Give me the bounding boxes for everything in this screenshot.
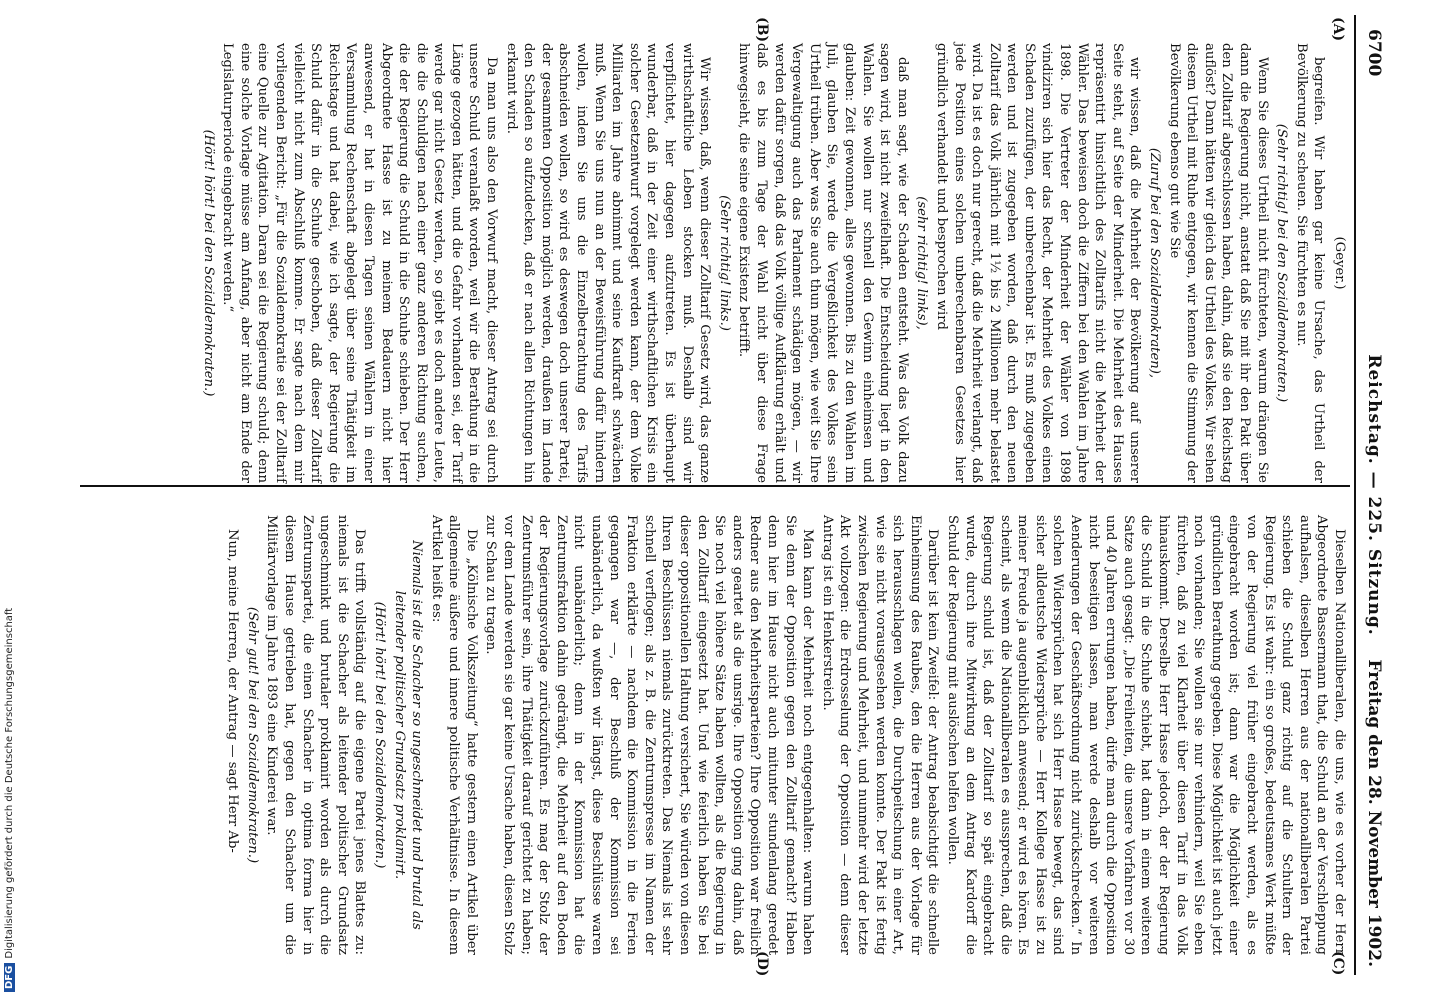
interjection: (sehr richtig! links), — [914, 196, 930, 330]
page-title: Reichstag. — 225. Sitzung. — [1364, 354, 1384, 636]
rotated-document-page — [60, 15, 1390, 975]
page-date: Freitag den 28. November 1902. — [1364, 659, 1384, 967]
page-number: 6700 — [1364, 29, 1384, 77]
margin-marker-c: (C) — [1330, 951, 1346, 976]
interjection: (Sehr richtig! links.) — [716, 195, 732, 331]
paragraph: Das trifft vollständig auf die eigene Partei jenes Blattes zu: niemals ist die Schacher als leitender politischer Grundsatz ungeschminkt und brutaler proklamirt worden als durch die Zentrumspartei, die einen Schacher in optima forma hier in diesem Hause getrieben hat, gegen den Schacher um die Militärvorlage im Jahre 1893 eine Kinderei war. — [264, 515, 368, 955]
paragraph: Man kann der Mehrheit noch entgegenhalten: warum haben Sie denn der Opposition gegen den Zolltarif gemacht? Haben denn hier im Hause nicht auch mitunter stundenlang geredet Redner aus den Mehrheitsparteien? Ihre Opposition war freilich anders geartet als die unsrige. Ihre Opposition ging dahin, daß Sie noch viel höhere Sätze haben wollten, als die Regierung in den Zolltarif eingesetzt hat. Und wie feierlich haben Sie bei dieser oppositionellen Haltung versichert, Sie würden von diesen Ihren Beschlüssen niemals zurücktreten. Das Niemals ist sehr schnell verflogen; als z. B. die Zentrumspresse im Namen der Fraktion erklärte — nachdem die Kommission in die Ferien gegangen war —, der Beschluß der Kommission sei unabänderlich, da wußten wir längst, diese Beschlüsse waren nicht unabänderlich; denn in der Kommission hat die Zentrumsfraktion dahin gedrängt, die Mehrheit auf den Boden der Regierungsvorlage zurückzuführen. Es mag der Stolz der Zentrumsführer sein, ihre Thätigkeit darauf gerichtet zu haben; vor dem Lande werden sie gar keine Ursache haben, diesen Stolz zur Schau zu tragen. — [483, 515, 816, 955]
digitization-credit — [4, 0, 15, 992]
paragraph: Darüber ist kein Zweifel: der Antrag beabsichtigt die schnelle Einheimsung des Raubes, den die Herren aus der Vorlage für sich herausschlagen wollen, die Durchpeitschung in einer Art, wie sie nicht vorausgesehen werden konnte. Der Pakt ist fertig zwischen Regierung und Mehrheit, und nunmehr wird der letzte Akt vollzogen: die Erdrosselung der Opposition — denn dieser Antrag ist ein Henkerstreich. — [819, 515, 941, 955]
interjection: (Sehr gut! bei den Sozialdemokraten.) — [244, 606, 260, 864]
paragraph: daß man sagt, wie der Schaden entsteht. Was das Volk dazu sagen wird, ist nicht zweifelhaft. Die Entscheidung liegt in den Wahlen. Sie wollen nur schnell den Gewinn einheimsen und glauben: Zeit gewonnen, alles gewonnen. Bis zu den Wahlen im Juli, glauben Sie, werde die Vergeßlichkeit des Volkes sein Urtheil trüben. Aber was Sie auch thun mögen, wie weit Sie Ihre Vergewaltigung auch das Parlament schädigen mögen, — wir werden dafür sorgen, daß das Volk völlige Aufklärung erhält und daß es bis zum Tage der Wahl nicht über diese Frage hinwegsieht, die seine eigene Existenz betrifft. — [736, 43, 910, 483]
margin-marker-b: (B) — [754, 17, 770, 43]
paragraph: Wir wissen, daß, wenn dieser Zolltarif Gesetz wird, das ganze wirthschaftliche Leben stocken muß. Deshalb sind wir verpflichtet, hier dagegen aufzutreten. Es ist überhaupt wunderbar, daß in der Zeit einer wirthschaftlichen Krisis ein solcher Gesetzentwurf vorgelegt werden kann, der dem Volke Milliarden im Jahre abnimmt und seine Kaufkraft schwächen muß. Wenn Sie uns nun an der Beweisführung dafür hindern wollen, indem Sie uns die Einzelbetrachtung des Tarifs abschneiden wollen, so wird es deswegen doch unserer Partei, der gesammten Opposition möglich werden, draußen im Lande den Schaden so aufzudecken, daß er nach allen Richtungen hin erkannt wird. — [503, 43, 713, 483]
paragraph: Da man uns also den Vorwurf macht, dieser Antrag sei durch unsere Schuld veranlaßt worden, weil wir die Berathung in die Länge gezogen hätten, und die Gefahr vorhanden sei, der Tarif werde gar nicht Gesetz werden, so giebt es doch andere Leute, die die Schuldigen nach einer ganz anderen Richtung suchen, die der Regierung die Schuld in die Schuhe schieben. Der Herr Abgeordnete Hasse ist zu meinem Bedauern nicht hier anwesend, er hat in diesen Tagen seinen Wählern in einer Versammlung Rechenschaft abgelegt über seine Thätigkeit im Reichstage und hat dabei, wie ich sagte, der Regierung die Schuld dafür in die Schuhe geschoben, daß dieser Zolltarif vielleicht nicht zum Abschluß komme. Er sagte nach dem mir vorliegenden Bericht: „Für die Sozialdemokratie sei der Zolltarif eine Quelle zur Agitation. Daran sei die Regierung schuld; denn eine solche Vorlage müsse am Anfang, aber nicht am Ende der Legislaturperiode eingebracht werden.“ — [220, 43, 500, 483]
margin-marker-d: (D) — [754, 951, 770, 977]
paragraph: Nun, meine Herren, der Antrag — sagt Herr Ab- — [225, 529, 241, 853]
interjection: (Zuruf bei den Sozialdemokraten), — [1147, 147, 1163, 379]
digitization-credit-text: Digitalisierung gefördert durch die Deutsche Forschungsgemeinschaft — [4, 607, 15, 959]
interjection: (Hört! hört! bei den Sozialdemokraten.) — [200, 129, 216, 397]
page-header — [1354, 15, 1390, 975]
paragraph: wir wissen, daß die Mehrheit der Bevölkerung auf unserer Seite steht, auf Seite der Minderheit. Die Mehrheit des Hauses repräsentirt hinsichtlich des Zolltarifs nicht die Mehrheit der Wähler. Das beweisen doch die Ziffern bei den Wahlen im Jahre 1898. Die Vertreter der Minderheit der Wähler von 1898 vindiziren sich hier das Recht, der Mehrheit des Volkes einen Schaden zuzufügen, der unberechenbar ist. Es muß zugegeben werden und ist zugegeben worden, daß durch den neuen Zolltarif das Volk jährlich mit 1½ bis 2 Millionen mehr belastet wird. Da ist es doch nur gerecht, daß die Mehrheit verlangt, daß jede Position eines solchen unberechenbaren Gesetzes hier gründlich verhandelt und besprochen wird — [933, 43, 1143, 483]
margin-marker-a: (A) — [1330, 17, 1346, 42]
dfg-logo: DFG — [4, 963, 15, 992]
column-divider — [80, 485, 1350, 487]
speaker-label: (Geyer.) — [1332, 236, 1347, 290]
right-column — [222, 515, 1348, 955]
quotation: Niemals ist die Schacher so ungeschmeidet und brutal als leitender politischer Grundsatz proklamirt. — [391, 540, 425, 930]
interjection: (Sehr richtig! bei den Sozialdemokraten.) — [1274, 123, 1290, 403]
paragraph: Die „Kölnische Volkszeitung“ hatte gestern einen Artikel über allgemeine äußere und innere politische Verhältnisse. In diesem Artikel heißt es: — [428, 515, 479, 955]
left-column — [197, 43, 1348, 483]
paragraph: Wenn Sie dieses Urtheil nicht fürchteten, warum drängen Sie dann die Regierung nicht, anstatt daß Sie mit ihr den Pakt über den Zolltarif abgeschlossen haben, dahin, daß sie den Reichstag auflöst? Dann hätten wir gleich das Urtheil des Volkes. Wir sehen diesem Urtheil mit Ruhe entgegen, wir kennen die Stimmung der Bevölkerung ebenso gut wie Sie — [1166, 43, 1270, 483]
paragraph: begreifen. Wir haben gar keine Ursache, das Urtheil der Bevölkerung zu scheuen. Sie fürchten es nur. — [1293, 43, 1327, 483]
interjection: (Hört! hört! bei den Sozialdemokraten.) — [371, 601, 387, 869]
paragraph: Dieselben Nationalliberalen, die uns, wie es vorher der Herr Abgeordnete Bassermann that, die Schuld an der Verschleppung aufhalsen, dieselben Herren aus der nationalliberalen Partei schieben die Schuld ganz richtig auf die Schultern der Regierung. Es ist wahr: ein so großes, bedeutsames Werk müßte von der Regierung viel früher eingebracht werden, als es eingebracht worden ist; dann war die Möglichkeit einer gründlichen Berathung gegeben. Diese Möglichkeit ist auch jetzt noch vorhanden; Sie wollen sie nur verhindern, weil Sie eben fürchten, daß zu viel Klarheit über diesen Tarif in das Volk hinauskommt. Derselbe Herr Hasse jedoch, der der Regierung die Schuld in die Schuhe schiebt, hat dann in einem weiteren Satze auch gesagt: „Die Freiheiten, die unsere Vorfahren vor 30 und 40 Jahren errungen haben, dürfe man durch die Opposition nicht beseitigen lassen, man werde deshalb vor weiteren Aenderungen der Geschäftsordnung nicht zurückschrecken.“ In solchen Widersprüchen hat sich Herr Hasse bewegt, das sind sicher alldeutsche Widersprüche — Herr Kollege Hasse ist zu meiner Freude ja augenblicklich anwesend; er wird es hören. Es scheint, als wenn die Nationalliberalen es aussprechen, daß die Regierung schuld ist, daß der Zolltarif so spät eingebracht wurde, durch ihre Mitwirkung an dem Antrag Kardorff die Schuld der Regierung mit auslöschen helfen wollen. — [944, 515, 1347, 955]
